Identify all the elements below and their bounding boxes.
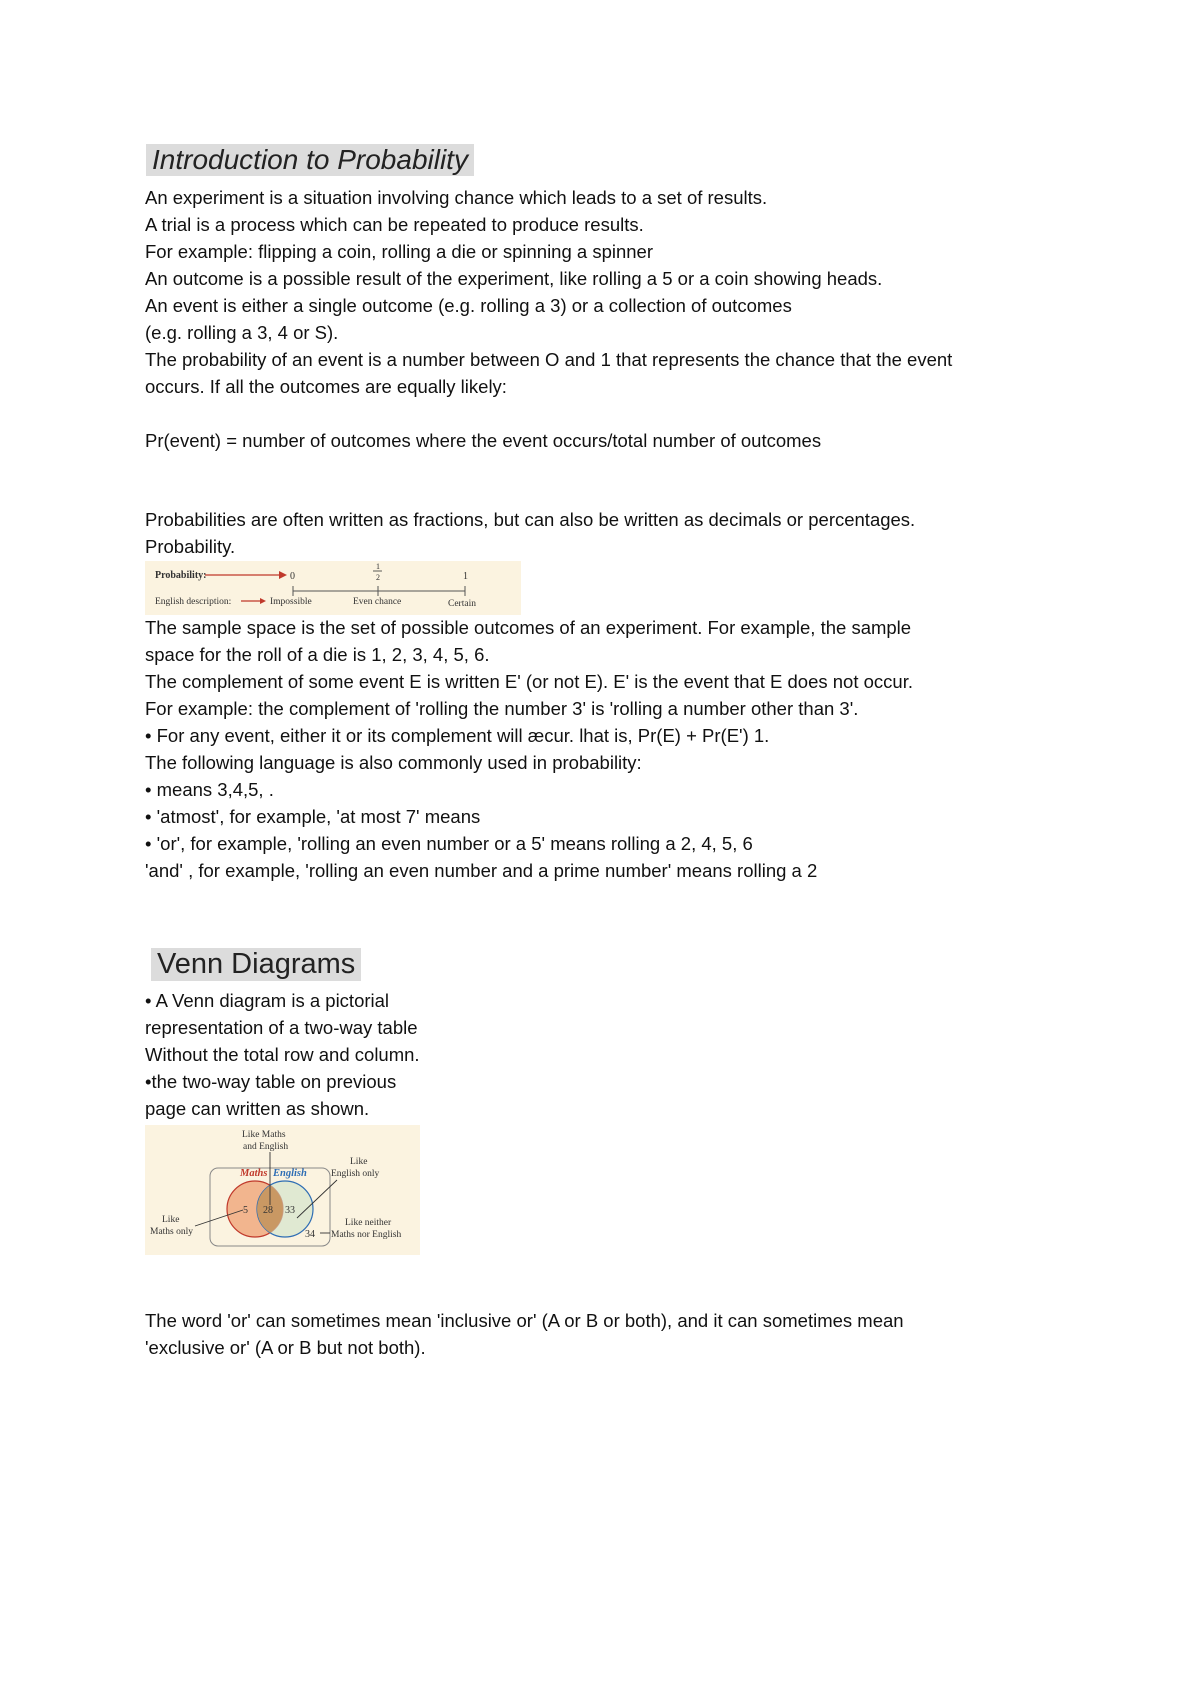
value-maths-only: 5 bbox=[243, 1205, 248, 1216]
label-like-both-line1: Like Maths bbox=[242, 1130, 286, 1140]
label-english-only-line1: Like bbox=[350, 1157, 368, 1167]
text-line: Without the total row and column. bbox=[145, 1044, 420, 1065]
desc-label-impossible: Impossible bbox=[270, 597, 312, 607]
text-line: The word 'or' can sometimes mean 'inclusive or' (A or B or both), and it can sometimes mean bbox=[145, 1310, 904, 1331]
venn-label-english: English bbox=[273, 1168, 307, 1179]
label-neither-line2: Maths nor English bbox=[331, 1230, 402, 1240]
formula-line: Pr(event) = number of outcomes where the event occurs/total number of outcomes bbox=[145, 430, 822, 451]
text-line: Probability. bbox=[145, 536, 236, 557]
text-line: (e.g. rolling a 3, 4 or S). bbox=[145, 322, 339, 343]
text-line: 'exclusive or' (A or B but not both). bbox=[145, 1337, 426, 1358]
tick-label-half-numerator: 1 bbox=[376, 562, 380, 571]
scale-row-label-probability: Probability: bbox=[155, 570, 207, 581]
text-line: page can written as shown. bbox=[145, 1098, 370, 1119]
scale-row-label-description: English description: bbox=[155, 597, 232, 607]
text-line: An event is either a single outcome (e.g. rolling a 3) or a collection of outcomes bbox=[145, 295, 792, 316]
text-line: occurs. If all the outcomes are equally likely: bbox=[145, 376, 507, 397]
text-line: 'and' , for example, 'rolling an even number and a prime number' means rolling a 2 bbox=[145, 860, 818, 881]
text-line: • A Venn diagram is a pictorial bbox=[145, 990, 390, 1011]
text-line: The sample space is the set of possible outcomes of an experiment. For example, the sample bbox=[145, 617, 912, 638]
text-line: A trial is a process which can be repeated to produce results. bbox=[145, 214, 644, 235]
desc-label-certain: Certain bbox=[448, 599, 476, 609]
section-title-probability: Introduction to Probability bbox=[146, 144, 474, 176]
text-line: An outcome is a possible result of the experiment, like rolling a 5 or a coin showing heads. bbox=[145, 268, 883, 289]
text-line: For example: the complement of 'rolling the number 3' is 'rolling a number other than 3'. bbox=[145, 698, 859, 719]
value-english-only: 33 bbox=[285, 1205, 295, 1216]
text-line: The complement of some event E is written E' (or not E). E' is the event that E does not occur. bbox=[145, 671, 913, 692]
text-line: •the two-way table on previous bbox=[145, 1071, 397, 1092]
text-line: • For any event, either it or its complement will æcur. lhat is, Pr(E) + Pr(E') 1. bbox=[145, 725, 770, 746]
text-line: • 'atmost', for example, 'at most 7' means bbox=[145, 806, 481, 827]
probability-scale-figure bbox=[145, 561, 521, 615]
label-maths-only-line1: Like bbox=[162, 1215, 180, 1225]
label-maths-only-line2: Maths only bbox=[150, 1227, 194, 1237]
value-both: 28 bbox=[263, 1205, 273, 1216]
tick-label-half-denominator: 2 bbox=[376, 573, 380, 582]
text-line: • means 3,4,5, . bbox=[145, 779, 274, 800]
tick-label-1: 1 bbox=[463, 571, 468, 582]
text-line: The following language is also commonly used in probability: bbox=[145, 752, 642, 773]
text-line: Probabilities are often written as fractions, but can also be written as decimals or percentages. bbox=[145, 509, 916, 530]
label-english-only-line2: English only bbox=[331, 1169, 380, 1179]
venn-diagram-figure bbox=[145, 1125, 420, 1255]
venn-label-maths: Maths bbox=[240, 1168, 268, 1179]
desc-label-even-chance: Even chance bbox=[353, 597, 402, 607]
text-line: space for the roll of a die is 1, 2, 3, 4, 5, 6. bbox=[145, 644, 490, 665]
text-line: • 'or', for example, 'rolling an even number or a 5' means rolling a 2, 4, 5, 6 bbox=[145, 833, 753, 854]
text-line: An experiment is a situation involving chance which leads to a set of results. bbox=[145, 187, 768, 208]
tick-label-0: 0 bbox=[290, 571, 295, 582]
value-neither: 34 bbox=[305, 1229, 315, 1240]
section-title-venn-diagrams: Venn Diagrams bbox=[151, 948, 361, 981]
label-like-both-line2: and English bbox=[243, 1142, 289, 1152]
text-line: representation of a two-way table bbox=[145, 1017, 418, 1038]
text-line: For example: flipping a coin, rolling a die or spinning a spinner bbox=[145, 241, 654, 262]
text-line: The probability of an event is a number between O and 1 that represents the chance that the event bbox=[145, 349, 953, 370]
label-neither-line1: Like neither bbox=[345, 1218, 392, 1228]
